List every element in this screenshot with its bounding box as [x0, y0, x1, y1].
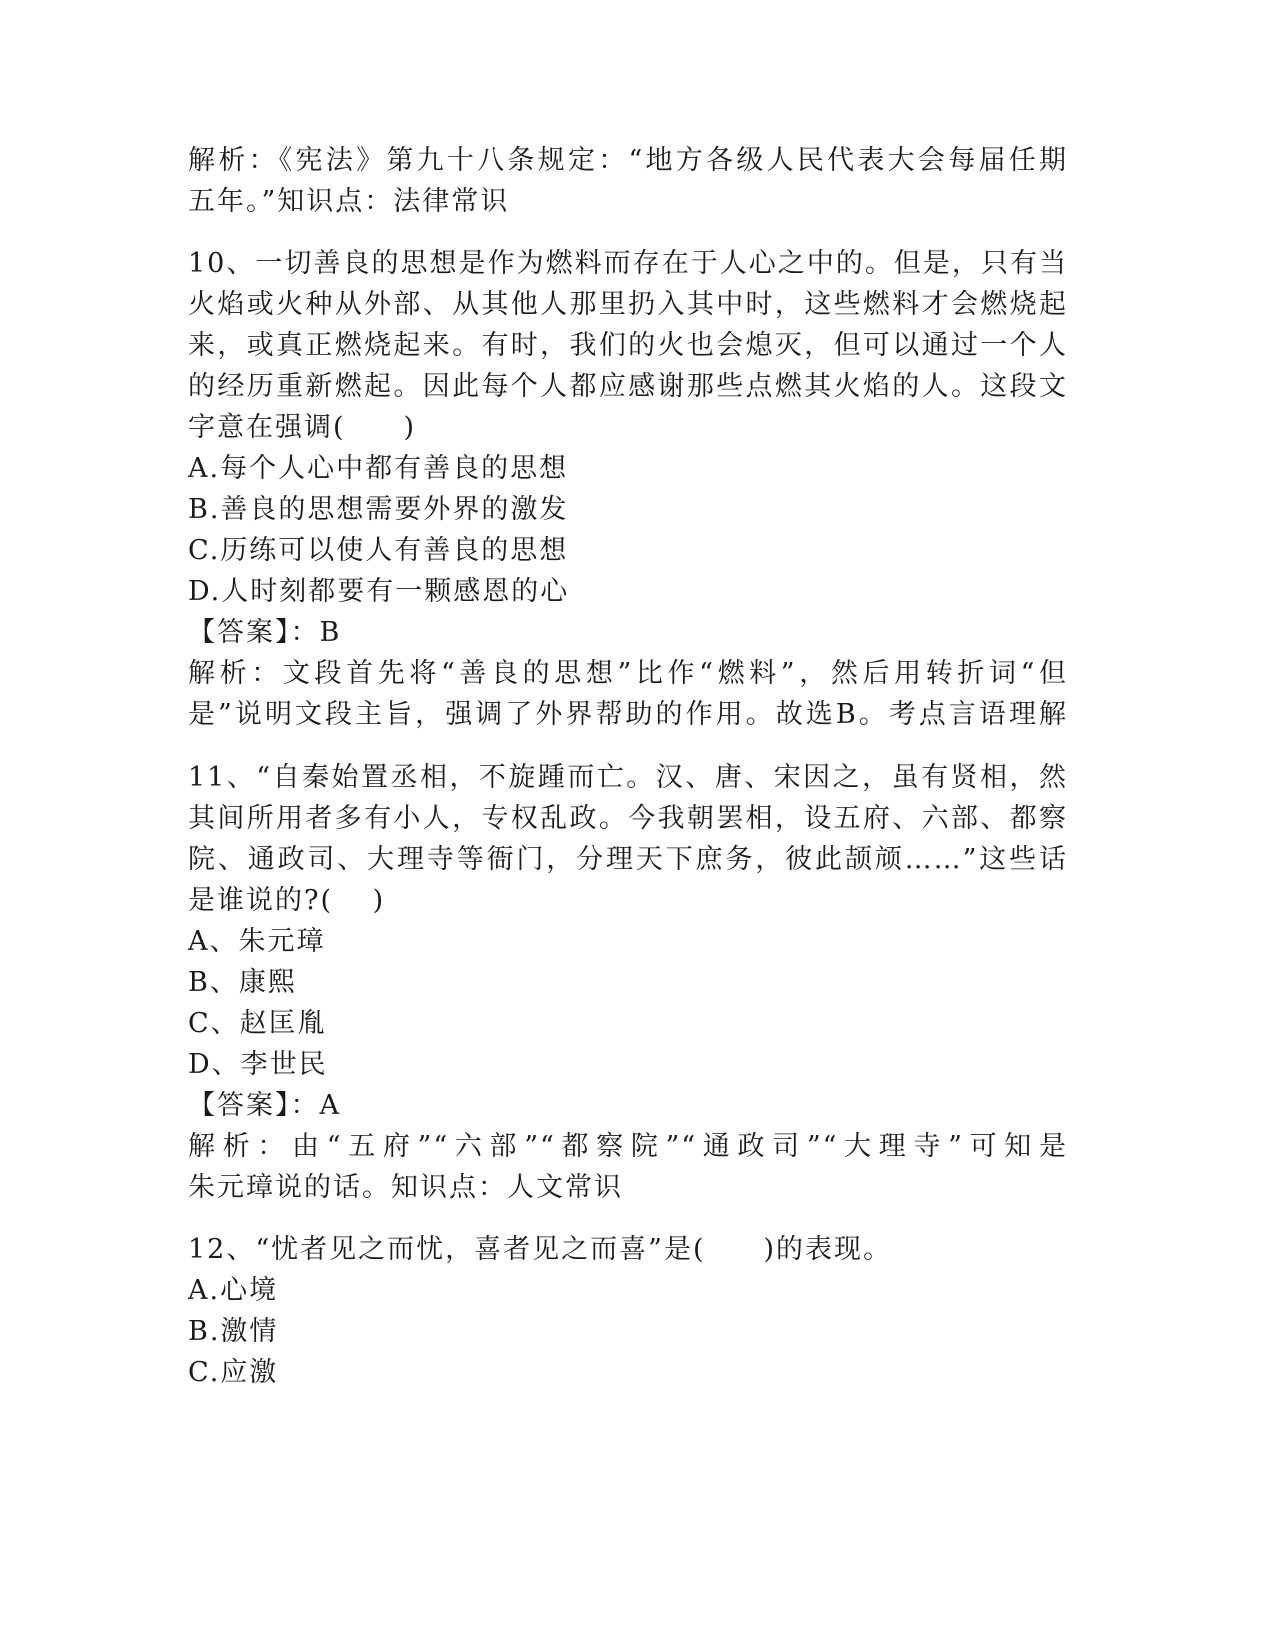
q11-option-a: A、朱元璋	[188, 926, 326, 957]
q12-option-a: A.心境	[188, 1275, 279, 1306]
prev-explanation-line-1: 解析：《宪法》第九十八条规定：“地方各级人民代表大会每届任期	[188, 145, 1068, 176]
prev-explanation-line-2: 五年。”知识点：法律常识	[188, 186, 510, 217]
q10-option-b: B.善良的思想需要外界的激发	[188, 494, 569, 525]
q10-stem-line-3: 来，或真正燃烧起来。有时，我们的火也会熄灭，但可以通过一个人	[188, 330, 1068, 361]
q11-option-d: D、李世民	[188, 1049, 328, 1080]
q11-option-c: C、赵匡胤	[188, 1008, 327, 1039]
q11-stem-line-3: 院、通政司、大理寺等衙门，分理天下庶务，彼此颉颃……”这些话	[188, 844, 1068, 875]
q10-answer: 【答案】：B	[188, 617, 342, 648]
q11-stem-line-4: 是谁说的?( )	[188, 885, 386, 916]
q11-answer: 【答案】：A	[188, 1090, 341, 1121]
q10-stem-line-4: 的经历重新燃起。因此每个人都应感谢那些点燃其火焰的人。这段文	[188, 371, 1068, 402]
q11-explanation-line-2: 朱元璋说的话。知识点：人文常识	[188, 1172, 623, 1203]
q10-stem-line-2: 火焰或火种从外部、从其他人那里扔入其中时，这些燃料才会燃烧起	[188, 289, 1068, 320]
q11-option-b: B、康熙	[188, 967, 297, 998]
q10-explanation-line-1: 解析：文段首先将“善良的思想”比作“燃料”，然后用转折词“但	[188, 658, 1068, 689]
q12-stem-line-1: 12、“忧者见之而忧，喜者见之而喜”是( )的表现。	[188, 1234, 893, 1265]
q10-explanation-line-2: 是”说明文段主旨，强调了外界帮助的作用。故选B。考点言语理解	[188, 699, 1068, 730]
q11-explanation-line-1: 解析：由“五府”“六部”“都察院”“通政司”“大理寺”可知是	[188, 1131, 1068, 1162]
q10-option-a: A.每个人心中都有善良的思想	[188, 453, 569, 484]
q10-stem-line-5: 字意在强调( )	[188, 412, 417, 443]
q11-stem-line-2: 其间所用者多有小人，专权乱政。今我朝罢相，设五府、六部、都察	[188, 803, 1068, 834]
q10-option-d: D.人时刻都要有一颗感恩的心	[188, 576, 570, 607]
q10-option-c: C.历练可以使人有善良的思想	[188, 535, 569, 566]
q11-stem-line-1: 11、“自秦始置丞相，不旋踵而亡。汉、唐、宋因之，虽有贤相，然	[188, 762, 1068, 793]
q12-option-b: B.激情	[188, 1316, 279, 1347]
q12-option-c: C.应激	[188, 1357, 279, 1388]
q10-stem-line-1: 10、一切善良的思想是作为燃料而存在于人心之中的。但是，只有当	[188, 248, 1068, 279]
